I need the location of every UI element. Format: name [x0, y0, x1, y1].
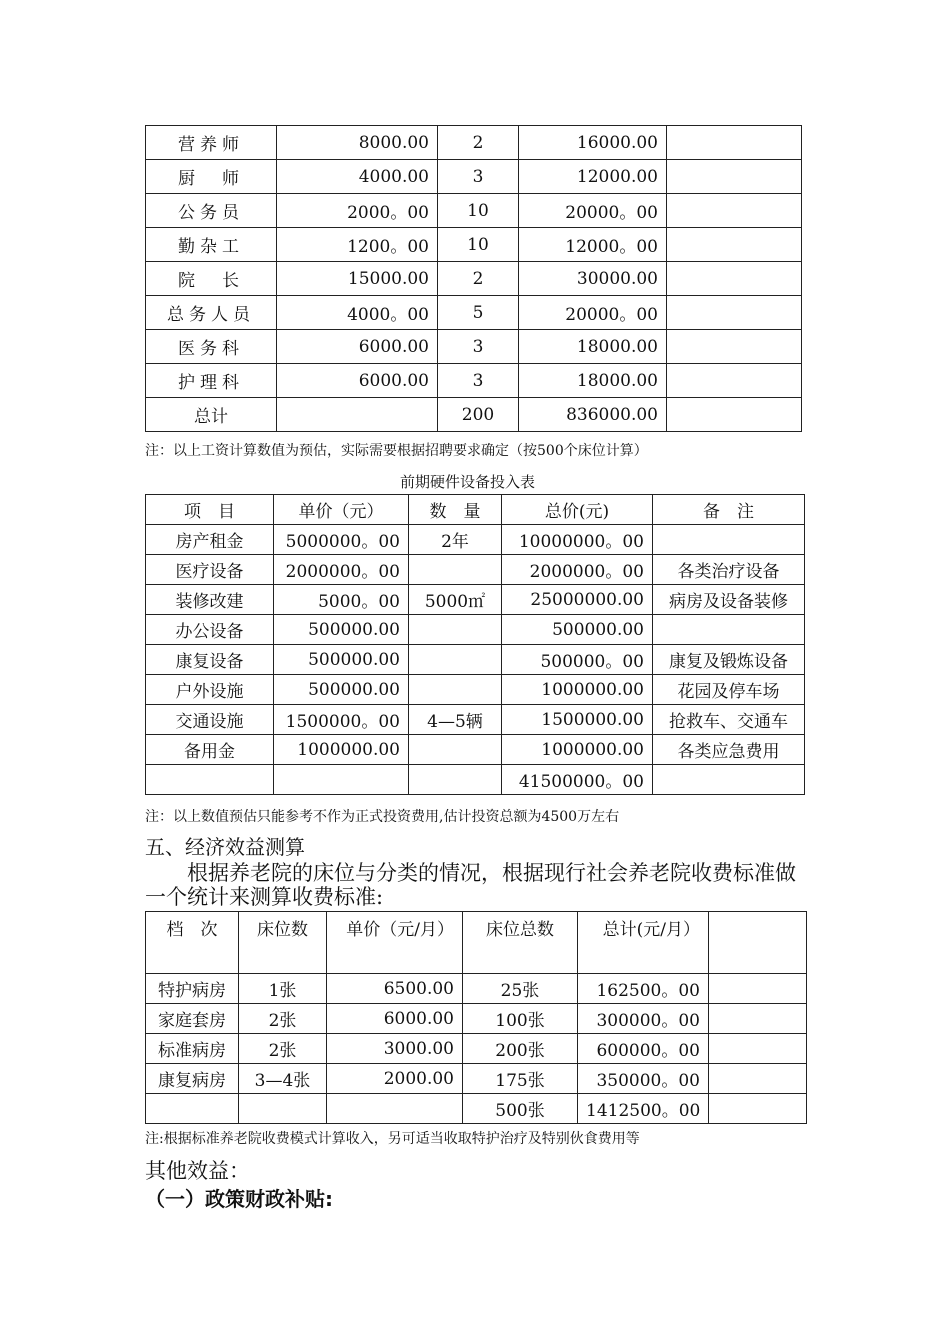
cell-unit-salary: 8000.00	[277, 126, 438, 160]
cell-bed-total: 175张	[463, 1064, 578, 1094]
table-row	[146, 615, 805, 645]
cell-unit-price: 3000.00	[327, 1034, 463, 1064]
table-row	[146, 735, 805, 765]
cell-total: 20000。00	[519, 194, 667, 228]
salary-table	[145, 125, 802, 432]
cell-item: 办公设备	[146, 615, 274, 645]
cell-extra	[709, 974, 807, 1004]
table-row	[146, 525, 805, 555]
cell-unit-price: 2000000。00	[274, 555, 409, 585]
cell-remark: 花园及停车场	[653, 675, 805, 705]
header-total: 总计(元/月）	[578, 912, 709, 974]
cell-count: 10	[438, 228, 519, 262]
cell-role: 公务员	[146, 194, 277, 228]
cell-total: 2000000。00	[502, 555, 653, 585]
cell-quantity	[409, 675, 502, 705]
cell-unit-price: 5000000。00	[274, 525, 409, 555]
cell-item: 房产租金	[146, 525, 274, 555]
table-row	[146, 228, 802, 262]
cell-item: 户外设施	[146, 675, 274, 705]
cell-note	[667, 296, 802, 330]
cell-count: 5	[438, 296, 519, 330]
cell-remark: 抢救车、交通车	[653, 705, 805, 735]
cell-grade: 家庭套房	[146, 1004, 239, 1034]
cell-unit-salary: 6000.00	[277, 364, 438, 398]
equipment-table	[145, 494, 805, 795]
cell-count: 3	[438, 364, 519, 398]
cell-unit-price: 6000.00	[327, 1004, 463, 1034]
header-remark: 备 注	[653, 495, 805, 525]
cell-total: 16000.00	[519, 126, 667, 160]
cell-total: 41500000。00	[502, 765, 653, 795]
other-benefits-title: 其他效益：	[145, 1159, 250, 1183]
header-unit-price: 单价（元）	[274, 495, 409, 525]
cell-role: 厨 师	[146, 160, 277, 194]
cell-count: 10	[438, 194, 519, 228]
cell-beds: 3—4张	[239, 1064, 327, 1094]
cell-beds	[239, 1094, 327, 1124]
cell-extra	[709, 1004, 807, 1034]
header-total: 总价(元)	[502, 495, 653, 525]
cell-quantity	[409, 645, 502, 675]
table-row	[146, 705, 805, 735]
equipment-table-caption: 前期硬件设备投入表	[400, 473, 536, 491]
cell-bed-total: 500张	[463, 1094, 578, 1124]
cell-total: 162500。00	[578, 974, 709, 1004]
cell-unit-salary: 4000.00	[277, 160, 438, 194]
fee-table	[145, 911, 807, 1124]
total-row	[146, 1094, 807, 1124]
table-row	[146, 364, 802, 398]
table-row	[146, 330, 802, 364]
cell-unit-price	[327, 1094, 463, 1124]
fee-header-row	[146, 912, 807, 974]
cell-bed-total: 25张	[463, 974, 578, 1004]
cell-note	[667, 262, 802, 296]
cell-count: 3	[438, 160, 519, 194]
cell-total: 18000.00	[519, 364, 667, 398]
equipment-note: 注：以上数值预估只能参考不作为正式投资费用,估计投资总额为4500万左右	[145, 809, 620, 825]
table-row	[146, 126, 802, 160]
cell-item: 备用金	[146, 735, 274, 765]
header-quantity: 数 量	[409, 495, 502, 525]
cell-remark: 各类应急费用	[653, 735, 805, 765]
header-extra	[709, 912, 807, 974]
cell-count: 200	[438, 398, 519, 432]
cell-note	[667, 398, 802, 432]
cell-unit-price: 1000000.00	[274, 735, 409, 765]
cell-unit-salary: 15000.00	[277, 262, 438, 296]
table-row	[146, 585, 805, 615]
cell-total: 500000。00	[502, 645, 653, 675]
cell-note	[667, 126, 802, 160]
cell-remark: 康复及锻炼设备	[653, 645, 805, 675]
cell-note	[667, 364, 802, 398]
cell-item: 医疗设备	[146, 555, 274, 585]
cell-quantity	[409, 735, 502, 765]
cell-total: 1412500。00	[578, 1094, 709, 1124]
table-row	[146, 296, 802, 330]
cell-note	[667, 330, 802, 364]
cell-count: 2	[438, 262, 519, 296]
cell-quantity	[409, 765, 502, 795]
cell-remark	[653, 615, 805, 645]
cell-unit-price: 500000.00	[274, 615, 409, 645]
header-unit-price: 单价（元/月）	[327, 912, 463, 974]
table-row	[146, 555, 805, 585]
cell-item: 交通设施	[146, 705, 274, 735]
cell-role: 院 长	[146, 262, 277, 296]
cell-total-label: 总计	[146, 398, 277, 432]
total-row	[146, 398, 802, 432]
cell-quantity	[409, 615, 502, 645]
cell-extra	[709, 1034, 807, 1064]
cell-beds: 1张	[239, 974, 327, 1004]
other-benefits-subtitle: （一）政策财政补贴:	[145, 1187, 333, 1211]
cell-total: 1500000.00	[502, 705, 653, 735]
cell-remark: 病房及设备装修	[653, 585, 805, 615]
cell-grade: 标准病房	[146, 1034, 239, 1064]
cell-total: 600000。00	[578, 1034, 709, 1064]
cell-grade: 特护病房	[146, 974, 239, 1004]
cell-quantity	[409, 555, 502, 585]
cell-total: 20000。00	[519, 296, 667, 330]
table-row	[146, 1034, 807, 1064]
cell-extra	[709, 1064, 807, 1094]
cell-quantity: 4—5辆	[409, 705, 502, 735]
cell-note	[667, 228, 802, 262]
header-item: 项 目	[146, 495, 274, 525]
cell-quantity: 2年	[409, 525, 502, 555]
cell-total: 30000.00	[519, 262, 667, 296]
cell-total: 1000000.00	[502, 675, 653, 705]
table-row	[146, 1004, 807, 1034]
cell-unit-price: 500000.00	[274, 645, 409, 675]
equipment-header-row	[146, 495, 805, 525]
cell-role: 勤杂工	[146, 228, 277, 262]
cell-unit-salary: 4000。00	[277, 296, 438, 330]
cell-role: 护理科	[146, 364, 277, 398]
salary-note: 注：以上工资计算数值为预估，实际需要根据招聘要求确定（按500个床位计算）	[145, 443, 648, 459]
cell-total: 1000000.00	[502, 735, 653, 765]
table-row	[146, 262, 802, 296]
cell-beds: 2张	[239, 1004, 327, 1034]
section-five-paragraph: 根据养老院的床位与分类的情况，根据现行社会养老院收费标准做一个统计来测算收费标准:	[145, 861, 796, 909]
cell-unit-price: 6500.00	[327, 974, 463, 1004]
cell-unit-price: 500000.00	[274, 675, 409, 705]
cell-unit-salary	[277, 398, 438, 432]
cell-bed-total: 100张	[463, 1004, 578, 1034]
cell-count: 2	[438, 126, 519, 160]
cell-total: 836000.00	[519, 398, 667, 432]
cell-total: 12000。00	[519, 228, 667, 262]
table-row	[146, 645, 805, 675]
cell-quantity: 5000㎡	[409, 585, 502, 615]
section-five-title: 五、经济效益测算	[145, 835, 305, 859]
header-beds: 床位数	[239, 912, 327, 974]
cell-total: 350000。00	[578, 1064, 709, 1094]
cell-item	[146, 765, 274, 795]
header-bed-total: 床位总数	[463, 912, 578, 974]
cell-total: 10000000。00	[502, 525, 653, 555]
cell-total: 300000。00	[578, 1004, 709, 1034]
cell-grade: 康复病房	[146, 1064, 239, 1094]
cell-unit-price: 2000.00	[327, 1064, 463, 1094]
cell-count: 3	[438, 330, 519, 364]
table-row	[146, 974, 807, 1004]
cell-remark	[653, 525, 805, 555]
cell-extra	[709, 1094, 807, 1124]
cell-total: 500000.00	[502, 615, 653, 645]
cell-remark: 各类治疗设备	[653, 555, 805, 585]
cell-unit-salary: 2000。00	[277, 194, 438, 228]
table-row	[146, 160, 802, 194]
cell-role: 总务人员	[146, 296, 277, 330]
cell-total: 12000.00	[519, 160, 667, 194]
header-grade: 档 次	[146, 912, 239, 974]
cell-total: 18000.00	[519, 330, 667, 364]
cell-total: 25000000.00	[502, 585, 653, 615]
table-row	[146, 675, 805, 705]
cell-unit-price: 5000。00	[274, 585, 409, 615]
cell-beds: 2张	[239, 1034, 327, 1064]
cell-role: 营养师	[146, 126, 277, 160]
total-row	[146, 765, 805, 795]
cell-item: 装修改建	[146, 585, 274, 615]
cell-unit-salary: 6000.00	[277, 330, 438, 364]
cell-remark	[653, 765, 805, 795]
cell-note	[667, 194, 802, 228]
table-row	[146, 1064, 807, 1094]
cell-role: 医务科	[146, 330, 277, 364]
cell-item: 康复设备	[146, 645, 274, 675]
cell-note	[667, 160, 802, 194]
cell-unit-salary: 1200。00	[277, 228, 438, 262]
cell-unit-price: 1500000。00	[274, 705, 409, 735]
cell-unit-price	[274, 765, 409, 795]
table-row	[146, 194, 802, 228]
fee-note: 注:根据标准养老院收费模式计算收入，另可适当收取特护治疗及特别伙食费用等	[145, 1131, 640, 1147]
cell-bed-total: 200张	[463, 1034, 578, 1064]
cell-grade	[146, 1094, 239, 1124]
